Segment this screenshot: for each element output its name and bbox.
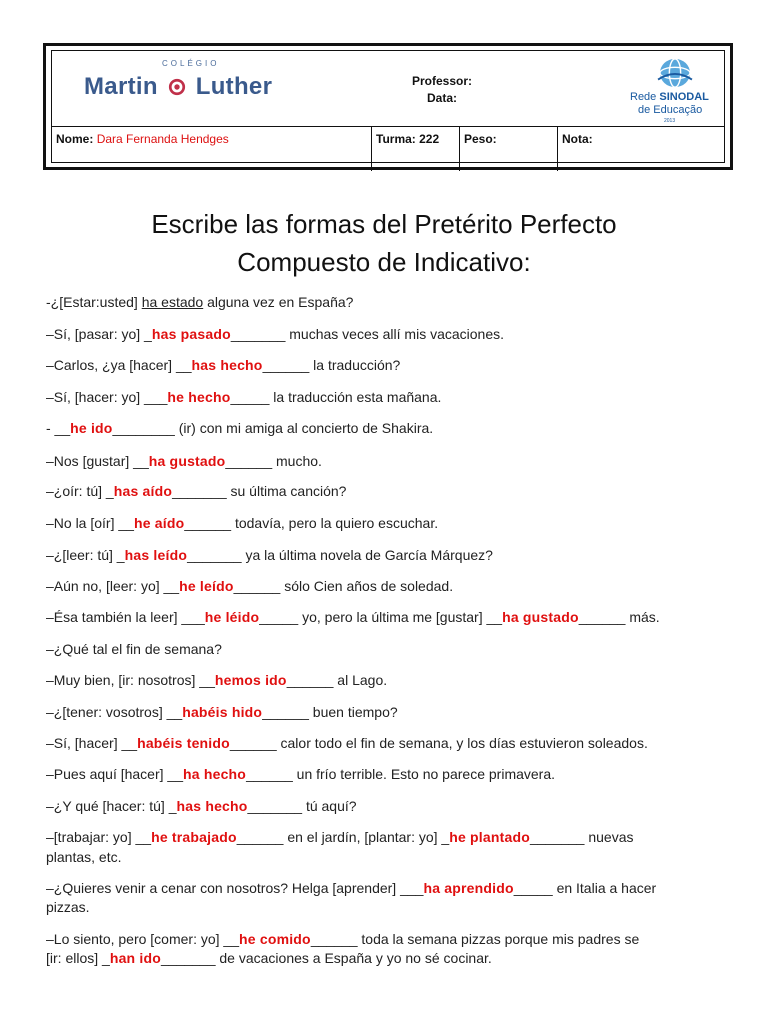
answer: habéis hido xyxy=(182,704,263,720)
network-tiny-text: 2013 xyxy=(664,118,676,124)
header-box xyxy=(43,43,733,170)
exercise-line: –¿oír: tú] _has aído_______ su última canción? xyxy=(46,483,347,499)
peso-cell xyxy=(460,127,558,171)
answer: he plantado xyxy=(449,829,530,845)
exercise-line: –Sí, [pasar: yo] _has pasado_______ muchas veces allí mis vacaciones. xyxy=(46,326,505,342)
exercise-line: –[trabajar: yo] __he trabajado______ en el jardín, [plantar: yo] _he plantado_______ nuevas xyxy=(46,829,634,845)
professor-label: Professor: xyxy=(412,74,473,88)
answer: has hecho xyxy=(191,357,263,373)
nota-cell xyxy=(558,127,728,171)
turma-cell xyxy=(372,127,460,171)
sinodal-logo xyxy=(628,55,718,125)
exercise-line: –¿Y qué [hacer: tú] _has hecho_______ tú aquí? xyxy=(46,798,357,814)
exercise-line: -¿[Estar:usted] ha estado alguna vez en España? xyxy=(46,294,354,310)
answer: he leído xyxy=(179,578,234,594)
exercise-line: –Lo siento, pero [comer: yo] __he comido______ toda la semana pizzas porque mis padres se xyxy=(46,931,640,947)
answer: han ido xyxy=(109,950,161,966)
nome-cell xyxy=(52,127,372,171)
answer: he trabajado xyxy=(151,829,237,845)
answer: ha hecho xyxy=(183,766,247,782)
title-line-1: Escribe las formas del Pretérito Perfecto xyxy=(151,209,617,239)
logo-word-1: Martin xyxy=(84,73,158,100)
answer: ha aprendido xyxy=(423,880,514,896)
answer: ha gustado xyxy=(502,609,579,625)
peso-label: Peso: xyxy=(464,132,497,146)
answer: he ido xyxy=(70,420,113,436)
exercise-line: –¿[leer: tú] _has leído_______ ya la última novela de García Márquez? xyxy=(46,547,493,563)
exercise-line: –¿[tener: vosotros] __habéis hido______ buen tiempo? xyxy=(46,704,398,720)
exercise-line: pizzas. xyxy=(46,899,90,915)
globe-icon xyxy=(656,57,694,89)
exercise-line: –Sí, [hacer: yo] ___he hecho_____ la traducción esta mañana. xyxy=(46,389,442,405)
network-sinodal: SINODAL xyxy=(659,91,709,103)
answer: ha gustado xyxy=(148,453,226,469)
exercise-line: –No la [oír] __he aído______ todavía, pero la quiero escuchar. xyxy=(46,515,439,531)
network-rede: Rede xyxy=(630,91,660,103)
data-label: Data: xyxy=(426,91,457,105)
school-logo xyxy=(52,51,372,126)
rose-icon xyxy=(168,78,186,96)
header-inner xyxy=(51,50,725,163)
exercise-line: –Nos [gustar] __ha gustado______ mucho. xyxy=(46,453,322,469)
answer: he comido xyxy=(239,931,311,947)
title-line-2: Compuesto de Indicativo: xyxy=(237,247,531,277)
network-name-line2: de Educação xyxy=(638,104,703,116)
student-info-row xyxy=(52,126,724,171)
answer: has hecho xyxy=(176,798,248,814)
nome-value: Dara Fernanda Hendges xyxy=(96,132,229,146)
exercise-line: –¿Qué tal el fin de semana? xyxy=(46,641,222,657)
answer: has leído xyxy=(124,547,188,563)
worksheet-title xyxy=(0,205,768,281)
exercise-line: [ir: ellos] _han ido_______ de vacaciones a España y yo no sé cocinar. xyxy=(46,950,492,966)
exercise-line: –¿Quieres venir a cenar con nosotros? Helga [aprender] ___ha aprendido_____ en Italia a hacer xyxy=(46,880,657,896)
exercise-line: –Sí, [hacer] __habéis tenido______ calor todo el fin de semana, y los días estuvieron soleados. xyxy=(46,735,648,751)
exercise-line: –Pues aquí [hacer] __ha hecho______ un frío terrible. Esto no parece primavera. xyxy=(46,766,556,782)
answer: he aído xyxy=(133,515,185,531)
exercise-line: –Carlos, ¿ya [hacer] __has hecho______ la traducción? xyxy=(46,357,401,373)
example-answer: ha estado xyxy=(141,294,204,310)
professor-data-block xyxy=(412,73,472,107)
answer: habéis tenido xyxy=(137,735,230,751)
answer: hemos ido xyxy=(214,672,287,688)
answer: he hecho xyxy=(167,389,231,405)
answer: has pasado xyxy=(151,326,231,342)
logo-main-text xyxy=(84,73,272,101)
exercise-line: - __he ido________ (ir) con mi amiga al concierto de Shakira. xyxy=(46,420,434,436)
nome-label: Nome: xyxy=(56,132,94,146)
answer: has aído xyxy=(113,483,173,499)
exercise-line: –Ésa también la leer] ___he léido_____ yo, pero la última me [gustar] __ha gustado______ más. xyxy=(46,609,660,625)
turma-label: Turma: 222 xyxy=(376,132,440,146)
answer: he léido xyxy=(204,609,260,625)
nota-label: Nota: xyxy=(562,132,593,146)
logo-small-text: COLÉGIO xyxy=(162,59,220,68)
exercise-line: –Muy bien, [ir: nosotros] __hemos ido______ al Lago. xyxy=(46,672,388,688)
logo-word-2: Luther xyxy=(195,73,273,100)
exercise-line: –Aún no, [leer: yo] __he leído______ sólo Cien años de soledad. xyxy=(46,578,454,594)
network-name-line1 xyxy=(630,91,709,103)
exercise-line: plantas, etc. xyxy=(46,849,122,865)
